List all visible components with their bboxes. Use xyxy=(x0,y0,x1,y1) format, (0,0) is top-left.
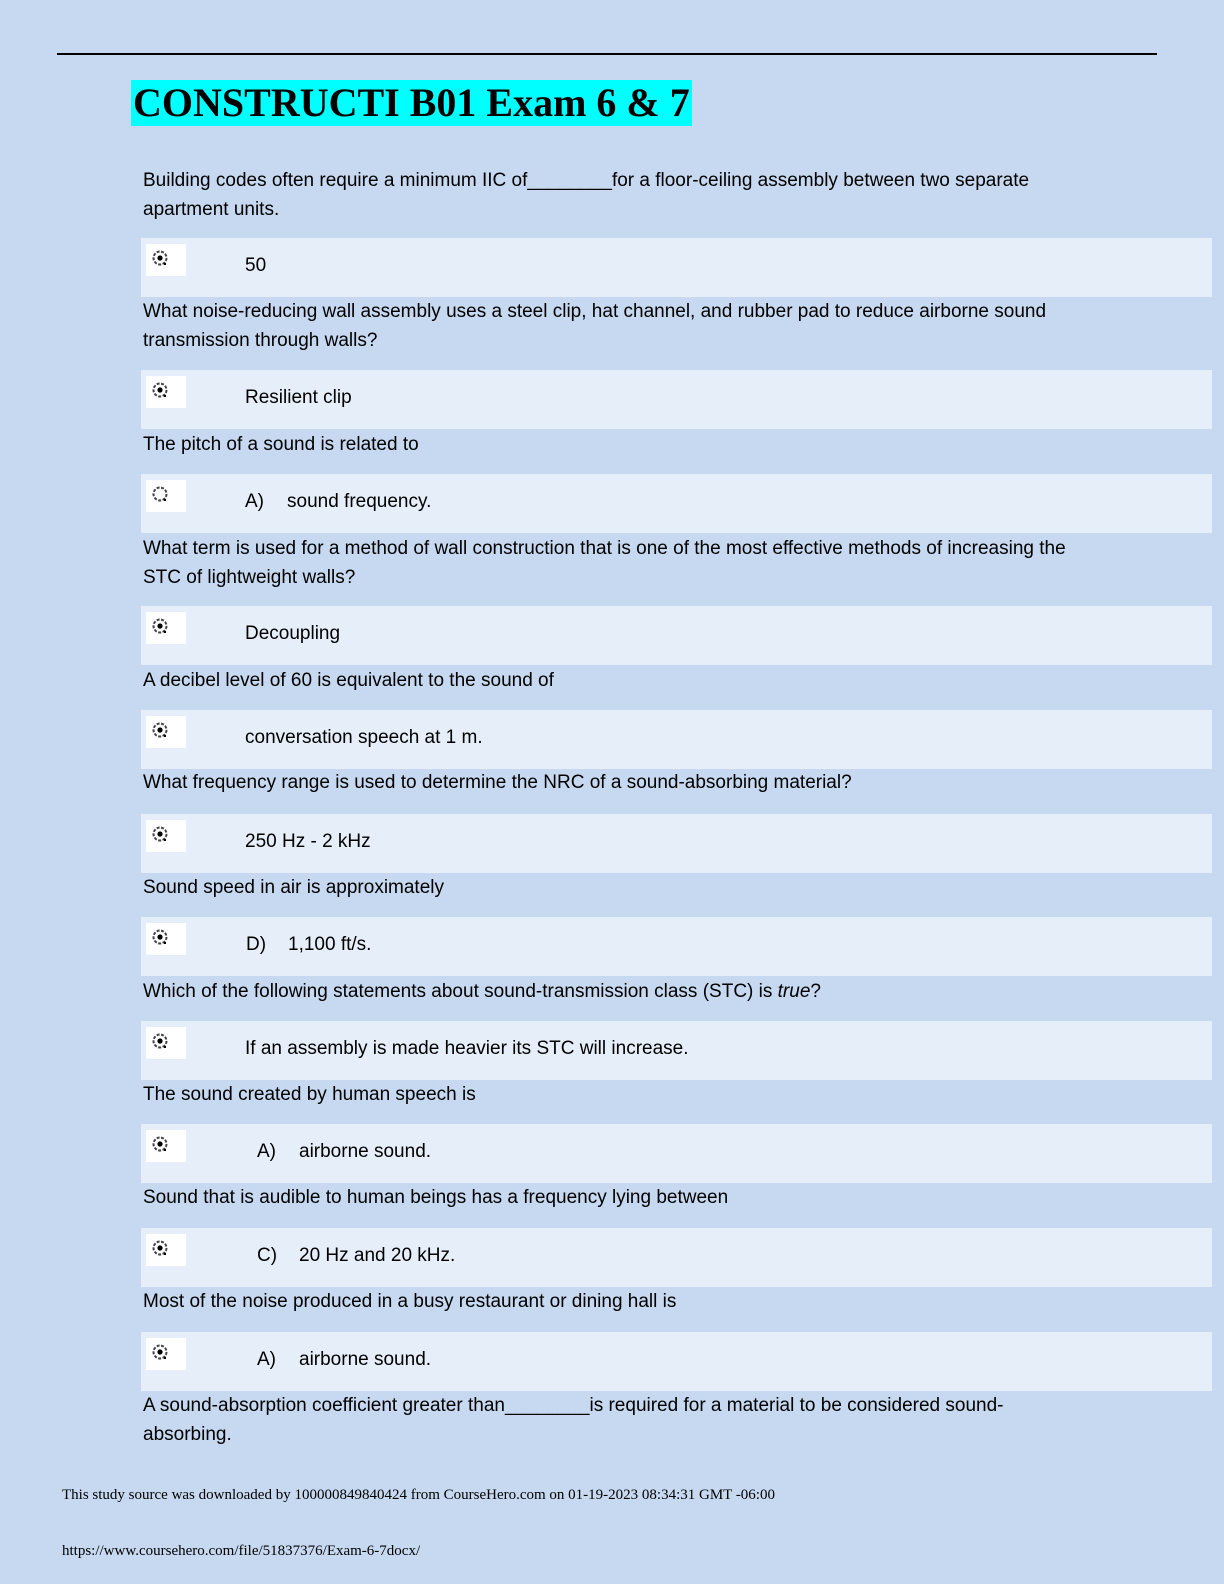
answer-text xyxy=(245,1035,689,1063)
answer-row xyxy=(141,917,1212,976)
answer-letter: A) xyxy=(257,1349,276,1370)
question-text: A decibel level of 60 is equivalent to the sound of xyxy=(143,670,554,691)
radio-filled-icon[interactable] xyxy=(146,923,186,955)
answer-text xyxy=(257,1242,455,1270)
question-emphasis: true xyxy=(777,981,811,1002)
answer-value: 250 Hz - 2 kHz xyxy=(245,831,371,852)
radio-filled-icon[interactable] xyxy=(146,1027,186,1059)
answer-row xyxy=(141,1124,1212,1183)
answer-text xyxy=(257,1138,431,1166)
answer-letter: A) xyxy=(257,1141,276,1162)
answer-value: conversation speech at 1 m. xyxy=(245,727,483,748)
answer-text xyxy=(246,931,371,959)
answer-text xyxy=(245,252,266,280)
answer-text xyxy=(245,384,352,412)
radio-filled-icon[interactable] xyxy=(146,1234,186,1266)
answer-row xyxy=(141,370,1212,429)
page-title: CONSTRUCTI B01 Exam 6 & 7 xyxy=(133,80,690,125)
top-rule xyxy=(57,53,1157,55)
radio-filled-icon[interactable] xyxy=(146,820,186,852)
question-text xyxy=(143,977,1073,1006)
question-text: The sound created by human speech is xyxy=(143,1084,476,1105)
answer-value: Decoupling xyxy=(245,623,341,644)
question-text: A sound-absorption coefficient greater than________is required for a material to be considered sound-absorbing. xyxy=(143,1395,1004,1445)
answer-value: Resilient clip xyxy=(245,387,352,408)
question-text-part: ? xyxy=(810,981,821,1002)
answer-value: sound frequency. xyxy=(287,491,432,512)
radio-filled-icon[interactable] xyxy=(146,244,186,276)
answer-row xyxy=(141,1228,1212,1287)
question-text: Most of the noise produced in a busy restaurant or dining hall is xyxy=(143,1291,677,1312)
question-text: Building codes often require a minimum IIC of________for a floor-ceiling assembly between two separate apartment units. xyxy=(143,170,1030,220)
answer-row xyxy=(141,238,1212,297)
answer-value: airborne sound. xyxy=(299,1141,432,1162)
answer-row xyxy=(141,1332,1212,1391)
answer-value: 50 xyxy=(245,255,267,276)
radio-empty-icon[interactable] xyxy=(146,480,186,512)
footer-url[interactable]: https://www.coursehero.com/file/51837376/Exam-6-7docx/ xyxy=(62,1543,421,1559)
question-text: The pitch of a sound is related to xyxy=(143,434,419,455)
radio-filled-icon[interactable] xyxy=(146,716,186,748)
radio-filled-icon[interactable] xyxy=(146,1130,186,1162)
answer-value: airborne sound. xyxy=(299,1349,432,1370)
answer-row xyxy=(141,814,1212,873)
answer-text xyxy=(245,828,371,856)
answer-text xyxy=(257,1346,431,1374)
answer-value: If an assembly is made heavier its STC will increase. xyxy=(245,1038,689,1059)
question-text: Sound speed in air is approximately xyxy=(143,877,445,898)
answer-text xyxy=(245,620,340,648)
radio-filled-icon[interactable] xyxy=(146,612,186,644)
question-text: What frequency range is used to determine the NRC of a sound-absorbing material? xyxy=(143,772,852,793)
answer-value: 20 Hz and 20 kHz. xyxy=(299,1245,456,1266)
answer-letter: D) xyxy=(246,934,267,955)
radio-filled-icon[interactable] xyxy=(146,1338,186,1370)
answer-row xyxy=(141,1021,1212,1080)
answer-text xyxy=(245,488,431,516)
answer-letter: A) xyxy=(245,491,264,512)
answer-row xyxy=(141,606,1212,665)
answer-row xyxy=(141,474,1212,533)
radio-filled-icon[interactable] xyxy=(146,376,186,408)
question-text: Sound that is audible to human beings has a frequency lying between xyxy=(143,1187,729,1208)
question-text: What term is used for a method of wall construction that is one of the most effective methods of increasing the STC of lightweight walls? xyxy=(143,538,1066,588)
footer-source-note: This study source was downloaded by 100000849840424 from CourseHero.com on 01-19-2023 08:34:31 GMT -06:00 xyxy=(62,1487,775,1503)
answer-value: 1,100 ft/s. xyxy=(288,934,372,955)
question-text: What noise-reducing wall assembly uses a steel clip, hat channel, and rubber pad to reduce airborne sound transmission through walls? xyxy=(143,301,1047,351)
answer-letter: C) xyxy=(257,1245,278,1266)
answer-row xyxy=(141,710,1212,769)
question-text-part: Which of the following statements about sound-transmission class (STC) is xyxy=(143,981,778,1002)
answer-text xyxy=(245,724,483,752)
